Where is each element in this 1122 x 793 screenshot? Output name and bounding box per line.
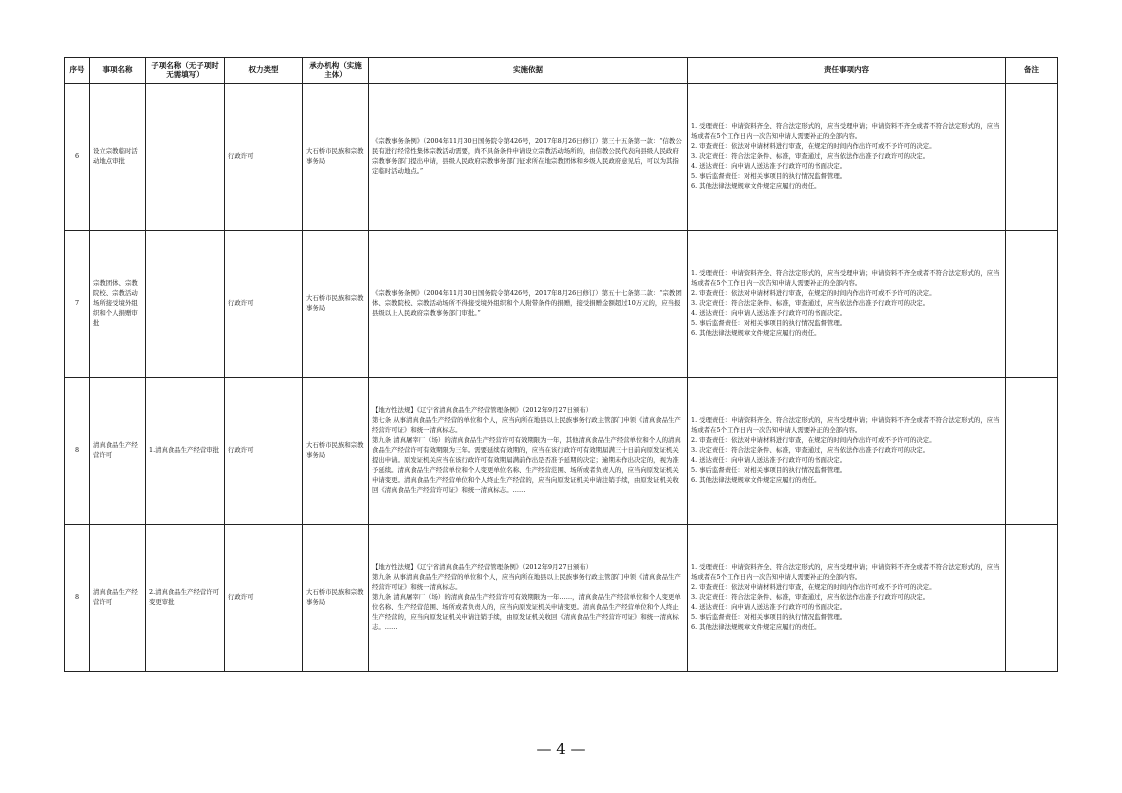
legal-basis-line: 《宗教事务条例》（2004年11月30日国务院令第426号，2017年8月26日修订）第三十五条第一款：“信教公民有进行经常性集体宗教活动需要，尚不具备条件申请设立宗教活动场所的，由信教公民代表向县级人民政府宗教事务部门提出申请，县级人民政府宗教事务部门征求所在地宗教团体和乡级人民政府意见后，可以为其指定临时活动地点。” <box>372 137 682 175</box>
responsibility-content-line: 2. 审查责任：依法对申请材料进行审查，在规定的时间内作出许可或不予许可的决定。 <box>691 142 936 151</box>
responsibility-content-line: 1. 受理责任：申请资料齐全、符合法定形式的，应当受理申请；申请资料不齐全或者不符合法定形式的，应当场或者在5个工作日内一次告知申请人需要补正的全部内容。 <box>691 122 1000 141</box>
responsibility-content-line: 6. 其他法律法规规章文件规定应履行的责任。 <box>691 475 821 484</box>
subitem-name-cell <box>146 231 225 378</box>
row-number-text: 8 <box>74 593 80 602</box>
header-cell: 备注 <box>1006 58 1058 84</box>
legal-basis-line: 《宗教事务条例》（2004年11月30日国务院令第426号，2017年8月26日修订）第五十七条第二款：“宗教团体、宗教院校、宗教活动场所不得接受境外组织和个人附带条件的捐赠，接受捐赠金额超过10万元的，应当报县级以上人民政府宗教事务部门审批。” <box>372 289 682 317</box>
item-name-text: 宗教团体、宗教院校、宗教活动场所接受境外组织和个人捐赠审批 <box>93 279 138 327</box>
legal-basis-line: 【地方性法规】《辽宁省清真食品生产经营管理条例》（2012年9月27日颁布） <box>372 406 593 415</box>
row-number-cell <box>65 525 90 672</box>
responsibility-content-cell <box>688 84 1006 231</box>
responsibility-content-line: 6. 其他法律法规规章文件规定应履行的责任。 <box>691 622 821 631</box>
power-type-cell <box>225 378 303 525</box>
responsibility-content-line: 1. 受理责任：申请资料齐全、符合法定形式的，应当受理申请；申请资料不齐全或者不符合法定形式的，应当场或者在5个工作日内一次告知申请人需要补正的全部内容。 <box>691 563 1000 582</box>
responsibility-content-line: 4. 送达责任：向申请人送达准予行政许可的书面决定。 <box>691 602 847 611</box>
responsibility-content-line: 2. 审查责任：依法对申请材料进行审查，在规定的时间内作出许可或不予许可的决定。 <box>691 289 936 298</box>
legal-basis-line: 第九条 从事清真食品生产经营的单位和个人，应当向所在地县以上民族事务行政主管部门申领《清真食品生产经营许可证》和统一清真标志。 <box>372 573 681 592</box>
legal-basis-line: 第九条 清真屠宰厂（场）的清真食品生产经营许可有效期限为一年……，清真食品生产经营单位和个人变更单位名称、生产经营范围、场所或者负责人的，应当向原发证机关申请变更。清真食品生产经营单位和个人终止生产经营的，应当向原发证机关申请注销手续，由原发证机关收回《清真食品生产经营许可证》和统一清真标志。…… <box>372 593 681 631</box>
header-cell: 子项名称（无子项时无需填写） <box>146 58 225 84</box>
responsibility-content-line: 5. 事后监督责任：对相关事项目的执行情况监督管理。 <box>691 318 847 327</box>
power-type-text: 行政许可 <box>228 299 254 308</box>
responsibility-content-line: 4. 送达责任：向申请人送达准予行政许可的书面决定。 <box>691 455 847 464</box>
responsibility-content-line: 4. 送达责任：向申请人送达准予行政许可的书面决定。 <box>691 161 847 170</box>
header-cell: 责任事项内容 <box>688 58 1006 84</box>
header-cell: 序号 <box>65 58 90 84</box>
responsibility-content-line: 6. 其他法律法规规章文件规定应履行的责任。 <box>691 181 821 190</box>
responsibility-content-line: 6. 其他法律法规规章文件规定应履行的责任。 <box>691 328 821 337</box>
table-row <box>65 525 1058 672</box>
responsibility-content-line: 4. 送达责任：向申请人送达准予行政许可的书面决定。 <box>691 308 847 317</box>
responsibility-content-line: 5. 事后监督责任：对相关事项目的执行情况监督管理。 <box>691 171 847 180</box>
subitem-name-text: 1.清真食品生产经营审批 <box>149 446 220 455</box>
row-number-cell <box>65 84 90 231</box>
legal-basis-line: 第九条 清真屠宰厂（场）的清真食品生产经营许可有效期限为一年，其他清真食品生产经营单位和个人的清真食品生产经营许可有效期限为三年。需要延续有效期的，应当在该行政许可有效期届满三十日前向原发证机关提出申请。原发证机关应当在该行政许可有效期届满前作出是否准予延期的决定；逾期未作出决定的，视为准予延续。清真食品生产经营单位和个人变更单位名称、生产经营范围、场所或者负责人的，应当向原发证机关申请变更。清真食品生产经营单位和个人终止生产经营的，应当向原发证机关申请注销手续，由原发证机关收回《清真食品生产经营许可证》和统一清真标志。…… <box>372 436 681 494</box>
page-number: — 4 — <box>536 740 586 758</box>
agency-text: 大石桥市民族和宗教事务局 <box>306 441 364 459</box>
item-name-text: 清真食品生产经营许可 <box>93 441 138 459</box>
responsibility-table <box>64 57 1058 672</box>
row-number-text: 6 <box>74 152 80 161</box>
subitem-name-cell <box>146 525 225 672</box>
agency-text: 大石桥市民族和宗教事务局 <box>306 147 364 165</box>
item-name-cell <box>90 84 146 231</box>
power-type-text: 行政许可 <box>228 593 254 602</box>
item-name-cell <box>90 231 146 378</box>
legal-basis-cell <box>369 84 688 231</box>
responsibility-content-line: 3. 决定责任：符合法定条件、标准，审查通过，应当依法作出准予行政许可的决定。 <box>691 299 930 308</box>
table-body <box>65 84 1058 672</box>
legal-basis-line: 第七条 从事清真食品生产经营的单位和个人，应当向所在地县以上民族事务行政主管部门申领《清真食品生产经营许可证》和统一清真标志。 <box>372 416 681 435</box>
table-row <box>65 378 1058 525</box>
header-cell: 权力类型 <box>225 58 303 84</box>
power-type-cell <box>225 525 303 672</box>
responsibility-content-line: 5. 事后监督责任：对相关事项目的执行情况监督管理。 <box>691 465 847 474</box>
table-row <box>65 231 1058 378</box>
responsibility-content-line: 3. 决定责任：符合法定条件、标准，审查通过，应当依法作出准予行政许可的决定。 <box>691 152 930 161</box>
responsibility-content-cell <box>688 231 1006 378</box>
subitem-name-cell <box>146 84 225 231</box>
row-number-cell <box>65 231 90 378</box>
power-type-cell <box>225 231 303 378</box>
remark-cell <box>1006 231 1058 378</box>
subitem-name-text: 2.清真食品生产经营许可变更审批 <box>149 588 220 606</box>
legal-basis-cell <box>369 525 688 672</box>
header-row <box>65 58 1058 84</box>
responsibility-content-line: 1. 受理责任：申请资料齐全、符合法定形式的，应当受理申请；申请资料不齐全或者不符合法定形式的，应当场或者在5个工作日内一次告知申请人需要补正的全部内容。 <box>691 416 1000 435</box>
agency-text: 大石桥市民族和宗教事务局 <box>306 294 364 312</box>
table-row <box>65 84 1058 231</box>
legal-basis-line: 【地方性法规】《辽宁省清真食品生产经营管理条例》（2012年9月27日颁布） <box>372 563 593 572</box>
agency-cell <box>303 84 369 231</box>
power-type-text: 行政许可 <box>228 446 254 455</box>
item-name-text: 设立宗教临时活动地点审批 <box>93 147 138 165</box>
responsibility-content-line: 2. 审查责任：依法对申请材料进行审查，在规定的时间内作出许可或不予许可的决定。 <box>691 436 936 445</box>
agency-cell <box>303 525 369 672</box>
item-name-cell <box>90 378 146 525</box>
row-number-text: 7 <box>74 299 80 308</box>
power-type-text: 行政许可 <box>228 152 254 161</box>
agency-cell <box>303 231 369 378</box>
responsibility-content-line: 2. 审查责任：依法对申请材料进行审查，在规定的时间内作出许可或不予许可的决定。 <box>691 583 936 592</box>
responsibility-content-line: 3. 决定责任：符合法定条件、标准，审查通过，应当依法作出准予行政许可的决定。 <box>691 446 930 455</box>
remark-cell <box>1006 525 1058 672</box>
responsibility-content-cell <box>688 525 1006 672</box>
remark-cell <box>1006 84 1058 231</box>
responsibility-content-cell <box>688 378 1006 525</box>
row-number-cell <box>65 378 90 525</box>
header-cell: 实施依据 <box>369 58 688 84</box>
subitem-name-cell <box>146 378 225 525</box>
agency-text: 大石桥市民族和宗教事务局 <box>306 588 364 606</box>
remark-cell <box>1006 378 1058 525</box>
responsibility-content-line: 5. 事后监督责任：对相关事项目的执行情况监督管理。 <box>691 612 847 621</box>
row-number-text: 8 <box>74 446 80 455</box>
responsibility-content-line: 3. 决定责任：符合法定条件、标准，审查通过，应当依法作出准予行政许可的决定。 <box>691 593 930 602</box>
legal-basis-cell <box>369 231 688 378</box>
item-name-cell <box>90 525 146 672</box>
item-name-text: 清真食品生产经营许可 <box>93 588 138 606</box>
responsibility-content-line: 1. 受理责任：申请资料齐全、符合法定形式的，应当受理申请；申请资料不齐全或者不符合法定形式的，应当场或者在5个工作日内一次告知申请人需要补正的全部内容。 <box>691 269 1000 288</box>
legal-basis-cell <box>369 378 688 525</box>
header-cell: 承办机构（实施主体） <box>303 58 369 84</box>
agency-cell <box>303 378 369 525</box>
header-cell: 事项名称 <box>90 58 146 84</box>
power-type-cell <box>225 84 303 231</box>
